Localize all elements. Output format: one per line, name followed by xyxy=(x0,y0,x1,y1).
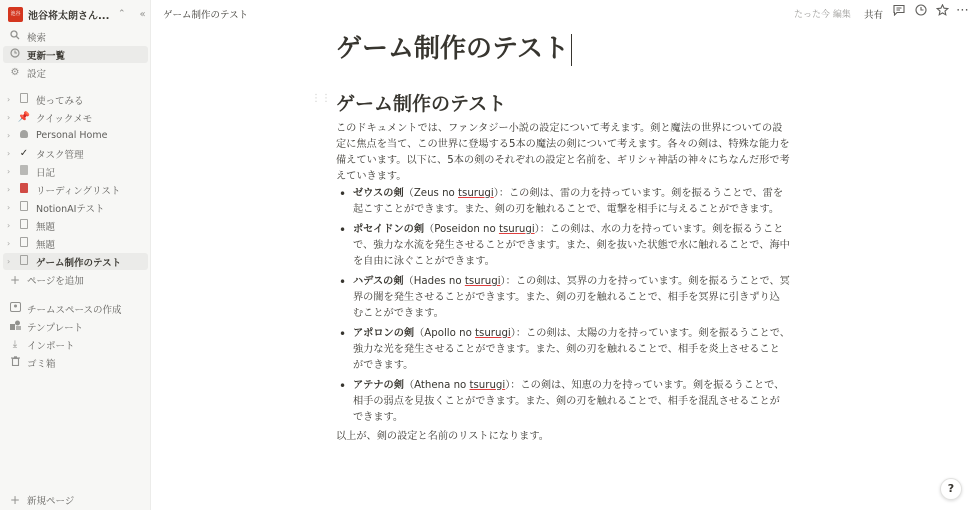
list-item[interactable] xyxy=(336,186,790,218)
more-icon[interactable]: ⋯ xyxy=(956,3,969,18)
chevron-updown-icon[interactable]: ⌃ xyxy=(118,9,126,19)
sword-name: アテナの剣 xyxy=(353,380,404,391)
add-page-label: ページを追加 xyxy=(27,275,84,287)
sidebar-page-quickmemo[interactable] xyxy=(3,109,148,126)
comment-icon[interactable] xyxy=(893,4,905,19)
workspace-logo: 池谷 xyxy=(8,7,23,22)
chevron-right-icon[interactable]: › xyxy=(7,203,11,212)
sword-romaji: （Athena no xyxy=(403,380,470,391)
sword-romaji: （Zeus no xyxy=(403,188,459,199)
chevron-right-icon[interactable]: › xyxy=(7,113,11,122)
heading[interactable]: ゲーム制作のテスト xyxy=(336,93,507,115)
spellcheck-word[interactable]: tsurugi xyxy=(475,328,511,339)
plus-icon: + xyxy=(9,493,21,507)
sidebar-create-teamspace[interactable] xyxy=(3,300,148,317)
sword-romaji-end: ） xyxy=(510,328,516,339)
sword-description: ：この剣は、知恵の力を持っています。剣を振るうことで、相手の弱点を見抜くことができます。また、剣の刃を触れることで、相手を混乱させることができます。 xyxy=(353,380,785,423)
sword-romaji-end: ） xyxy=(505,380,511,391)
sidebar-page-diary[interactable] xyxy=(3,163,148,180)
sidebar-settings[interactable] xyxy=(3,64,148,81)
spellcheck-word[interactable]: tsurugi xyxy=(498,224,535,235)
sidebar-page-task[interactable] xyxy=(3,145,148,162)
chevron-right-icon[interactable]: › xyxy=(7,167,11,176)
sidebar-page-notionai[interactable] xyxy=(3,199,148,216)
spellcheck-word[interactable]: tsurugi xyxy=(458,188,494,199)
list-item[interactable] xyxy=(336,378,790,426)
list-item[interactable] xyxy=(336,274,790,322)
sword-romaji: （Poseidon no xyxy=(424,224,499,235)
sword-romaji-end: ） xyxy=(500,276,506,287)
sidebar-item-label: 検索 xyxy=(27,32,47,44)
page-title-text[interactable]: ゲーム制作のテスト xyxy=(336,34,569,64)
sword-description: ：この剣は、冥界の力を持っています。剣を振るうことで、冥界の闇を発生させることができます。また、剣の刃を触れることで、相手を冥界に引きずり込むことができます。 xyxy=(353,276,790,319)
sidebar-page-personal-home[interactable] xyxy=(3,127,148,144)
list-item[interactable] xyxy=(336,222,790,270)
chevron-right-icon[interactable]: › xyxy=(7,185,11,194)
gear-icon: ⚙ xyxy=(10,67,20,78)
list-item[interactable] xyxy=(336,326,790,374)
sidebar-page-untitled-1[interactable] xyxy=(3,217,148,234)
sidebar-item-label: リーディングリスト xyxy=(36,185,121,197)
sword-description: ：この剣は、雷の力を持っています。剣を振るうことで、雷を起こすことができます。また、剣の刃を触れることで、電撃を相手に与えることができます。 xyxy=(353,188,784,215)
page-title[interactable] xyxy=(336,28,572,66)
sidebar-item-label: Personal Home xyxy=(36,130,108,141)
sword-description: ：この剣は、水の力を持っています。剣を振るうことで、強力な水流を発生させることができます。また、剣を抜いた状態で水に触れることで、海中を自由に泳ぐことができます。 xyxy=(353,224,790,267)
sidebar-item-label: テンプレート xyxy=(27,322,84,334)
sidebar-trash[interactable] xyxy=(3,354,148,371)
book-icon xyxy=(17,183,31,196)
chevron-right-icon[interactable]: › xyxy=(7,149,11,158)
import-icon: ⤓ xyxy=(12,339,18,350)
drag-handle-icon[interactable]: ⋮⋮ xyxy=(311,93,331,104)
checkmark-icon: ✓ xyxy=(19,148,29,159)
sidebar-item-label: 使ってみる xyxy=(36,95,84,107)
breadcrumb[interactable]: ゲーム制作のテスト xyxy=(163,10,249,21)
sidebar-item-label: 無題 xyxy=(36,221,56,233)
pushpin-icon: 📌 xyxy=(17,112,31,123)
person-icon xyxy=(17,130,31,141)
sidebar-page-tsukattemiru[interactable] xyxy=(3,91,148,108)
clock-icon xyxy=(8,48,22,61)
sword-name: ゼウスの剣 xyxy=(353,188,404,199)
sword-name: ポセイドンの剣 xyxy=(353,224,425,235)
sidebar-item-label: 無題 xyxy=(36,239,56,251)
chevron-right-icon[interactable]: › xyxy=(7,257,11,266)
document-icon xyxy=(17,219,31,232)
sidebar xyxy=(0,0,151,510)
sidebar-item-label: クイックメモ xyxy=(36,113,93,125)
template-icon xyxy=(8,320,22,333)
intro-paragraph[interactable]: このドキュメントでは、ファンタジー小説の設定について考えます。剣と魔法の世界についての設定に焦点を当て、この世界に登場する5本の魔法の剣について考えます。各々の剣は、特殊な能力を備えています。以下に、5本の剣のそれぞれの設定と名前を、ギリシャ神話の神々にちなんだ形で考えていきます。 xyxy=(336,123,790,182)
sidebar-item-label: タスク管理 xyxy=(36,149,84,161)
star-icon[interactable] xyxy=(936,4,949,19)
document-icon xyxy=(17,201,31,214)
search-icon xyxy=(8,30,22,43)
sidebar-page-untitled-2[interactable] xyxy=(3,235,148,252)
sidebar-item-label: チームスペースの作成 xyxy=(27,304,122,316)
sidebar-item-label: インポート xyxy=(27,340,75,352)
double-chevron-left-icon[interactable]: « xyxy=(139,8,146,20)
chevron-right-icon[interactable]: › xyxy=(7,239,11,248)
sword-name: アポロンの剣 xyxy=(353,328,415,339)
sword-list xyxy=(336,186,790,430)
add-page-button[interactable] xyxy=(3,271,148,288)
sidebar-page-game-test[interactable] xyxy=(3,253,148,270)
sword-description: ：この剣は、太陽の力を持っています。剣を振るうことで、強力な光を発生させることができます。また、剣の刃を触れることで、相手を炎上させることができます。 xyxy=(353,328,790,371)
workspace-name: 池谷将太朗さん... xyxy=(28,10,110,22)
sidebar-import[interactable] xyxy=(3,336,148,353)
trash-icon xyxy=(8,356,22,369)
spellcheck-word[interactable]: tsurugi xyxy=(464,276,501,287)
sword-romaji: （Apollo no xyxy=(414,328,476,339)
sword-romaji-end: ） xyxy=(534,224,540,235)
plus-icon: + xyxy=(9,272,21,287)
sidebar-item-label: ゲーム制作のテスト xyxy=(36,257,122,269)
sword-romaji-end: ） xyxy=(493,188,499,199)
sidebar-templates[interactable] xyxy=(3,318,148,335)
help-button[interactable]: ? xyxy=(940,478,962,500)
sidebar-item-label: NotionAIテスト xyxy=(36,203,105,215)
notebook-icon xyxy=(17,165,31,178)
document-icon xyxy=(17,255,31,268)
topbar xyxy=(151,0,970,26)
chevron-right-icon[interactable]: › xyxy=(7,95,11,104)
sidebar-item-label: 更新一覧 xyxy=(27,50,66,62)
document-icon xyxy=(17,93,31,106)
share-button[interactable]: 共有 xyxy=(864,10,884,21)
sidebar-item-label: 日記 xyxy=(36,167,56,179)
history-icon[interactable] xyxy=(915,4,927,19)
sidebar-item-label: ゴミ箱 xyxy=(27,358,56,370)
teamspace-icon xyxy=(8,302,22,315)
last-edited-text: たった今 編集 xyxy=(794,10,851,20)
new-page-button[interactable] xyxy=(3,491,148,509)
chevron-right-icon[interactable]: › xyxy=(7,131,11,140)
document-icon xyxy=(17,237,31,250)
text-cursor xyxy=(571,34,572,66)
spellcheck-word[interactable]: tsurugi xyxy=(469,380,506,391)
sidebar-search[interactable] xyxy=(3,28,148,45)
closing-paragraph[interactable]: 以上が、剣の設定と名前のリストになります。 xyxy=(336,431,549,442)
sidebar-item-label: 設定 xyxy=(27,68,47,80)
sword-romaji: （Hades no xyxy=(403,276,465,287)
sidebar-page-reading-list[interactable] xyxy=(3,181,148,198)
workspace-switcher[interactable] xyxy=(6,3,146,25)
chevron-right-icon[interactable]: › xyxy=(7,221,11,230)
new-page-label: 新規ページ xyxy=(27,496,75,507)
sword-name: ハデスの剣 xyxy=(353,276,404,287)
sidebar-updates[interactable] xyxy=(3,46,148,63)
